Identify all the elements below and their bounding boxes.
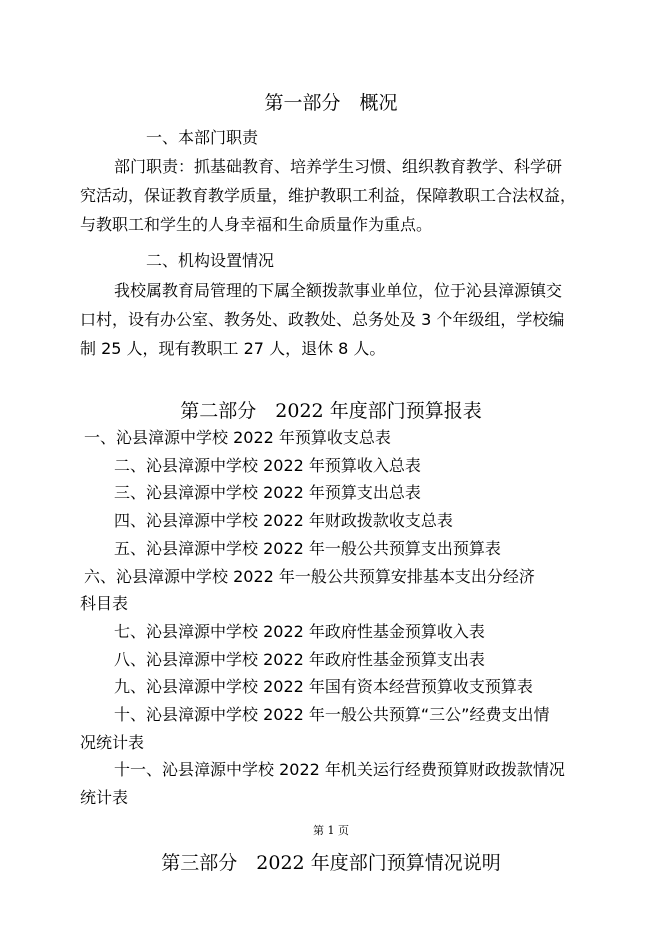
section1-heading: 一、本部门职责 — [146, 128, 259, 147]
report-list-item: 十、沁县漳源中学校 2022 年一般公共预算“三公”经费支出情 — [114, 705, 550, 724]
section1-line: 究活动，保证教育教学质量，维护教职工利益，保障教职工合法权益， — [80, 186, 577, 205]
report-list-item: 三、沁县漳源中学校 2022 年预算支出总表 — [114, 483, 421, 502]
report-list-item-continuation: 统计表 — [80, 788, 129, 807]
section2-heading: 二、机构设置情况 — [146, 251, 275, 270]
report-list-item: 四、沁县漳源中学校 2022 年财政拨款收支总表 — [114, 511, 453, 530]
part3-title: 第三部分 2022 年度部门预算情况说明 — [161, 852, 501, 874]
report-list-item: 一、沁县漳源中学校 2022 年预算收支总表 — [84, 428, 391, 447]
report-list-item: 五、沁县漳源中学校 2022 年一般公共预算支出预算表 — [114, 539, 501, 558]
section2-line: 制 25 人，现有教职工 27 人，退休 8 人。 — [80, 339, 386, 358]
report-list-item: 九、沁县漳源中学校 2022 年国有资本经营预算收支预算表 — [114, 677, 533, 696]
page-number: 第 1 页 — [313, 824, 349, 837]
section1-line: 部门职责：抓基础教育、培养学生习惯、组织教育教学、科学研 — [114, 157, 563, 176]
part1-title: 第一部分 概况 — [264, 92, 398, 114]
section2-line: 我校属教育局管理的下属全额拨款事业单位，位于沁县漳源镇交 — [114, 281, 563, 300]
section2-line: 口村，设有办公室、教务处、政教处、总务处及 3 个年级组，学校编 — [80, 310, 565, 329]
report-list-item: 六、沁县漳源中学校 2022 年一般公共预算安排基本支出分经济 — [84, 567, 535, 586]
report-list-item-continuation: 科目表 — [80, 594, 129, 613]
report-list-item: 七、沁县漳源中学校 2022 年政府性基金预算收入表 — [114, 622, 485, 641]
section1-line: 与教职工和学生的人身幸福和生命质量作为重点。 — [80, 215, 433, 234]
report-list-item-continuation: 况统计表 — [80, 733, 145, 752]
report-list-item: 二、沁县漳源中学校 2022 年预算收入总表 — [114, 456, 421, 475]
report-list-item: 八、沁县漳源中学校 2022 年政府性基金预算支出表 — [114, 650, 485, 669]
report-list-item: 十一、沁县漳源中学校 2022 年机关运行经费预算财政拨款情况 — [114, 760, 565, 779]
part2-title: 第二部分 2022 年度部门预算报表 — [180, 400, 482, 422]
